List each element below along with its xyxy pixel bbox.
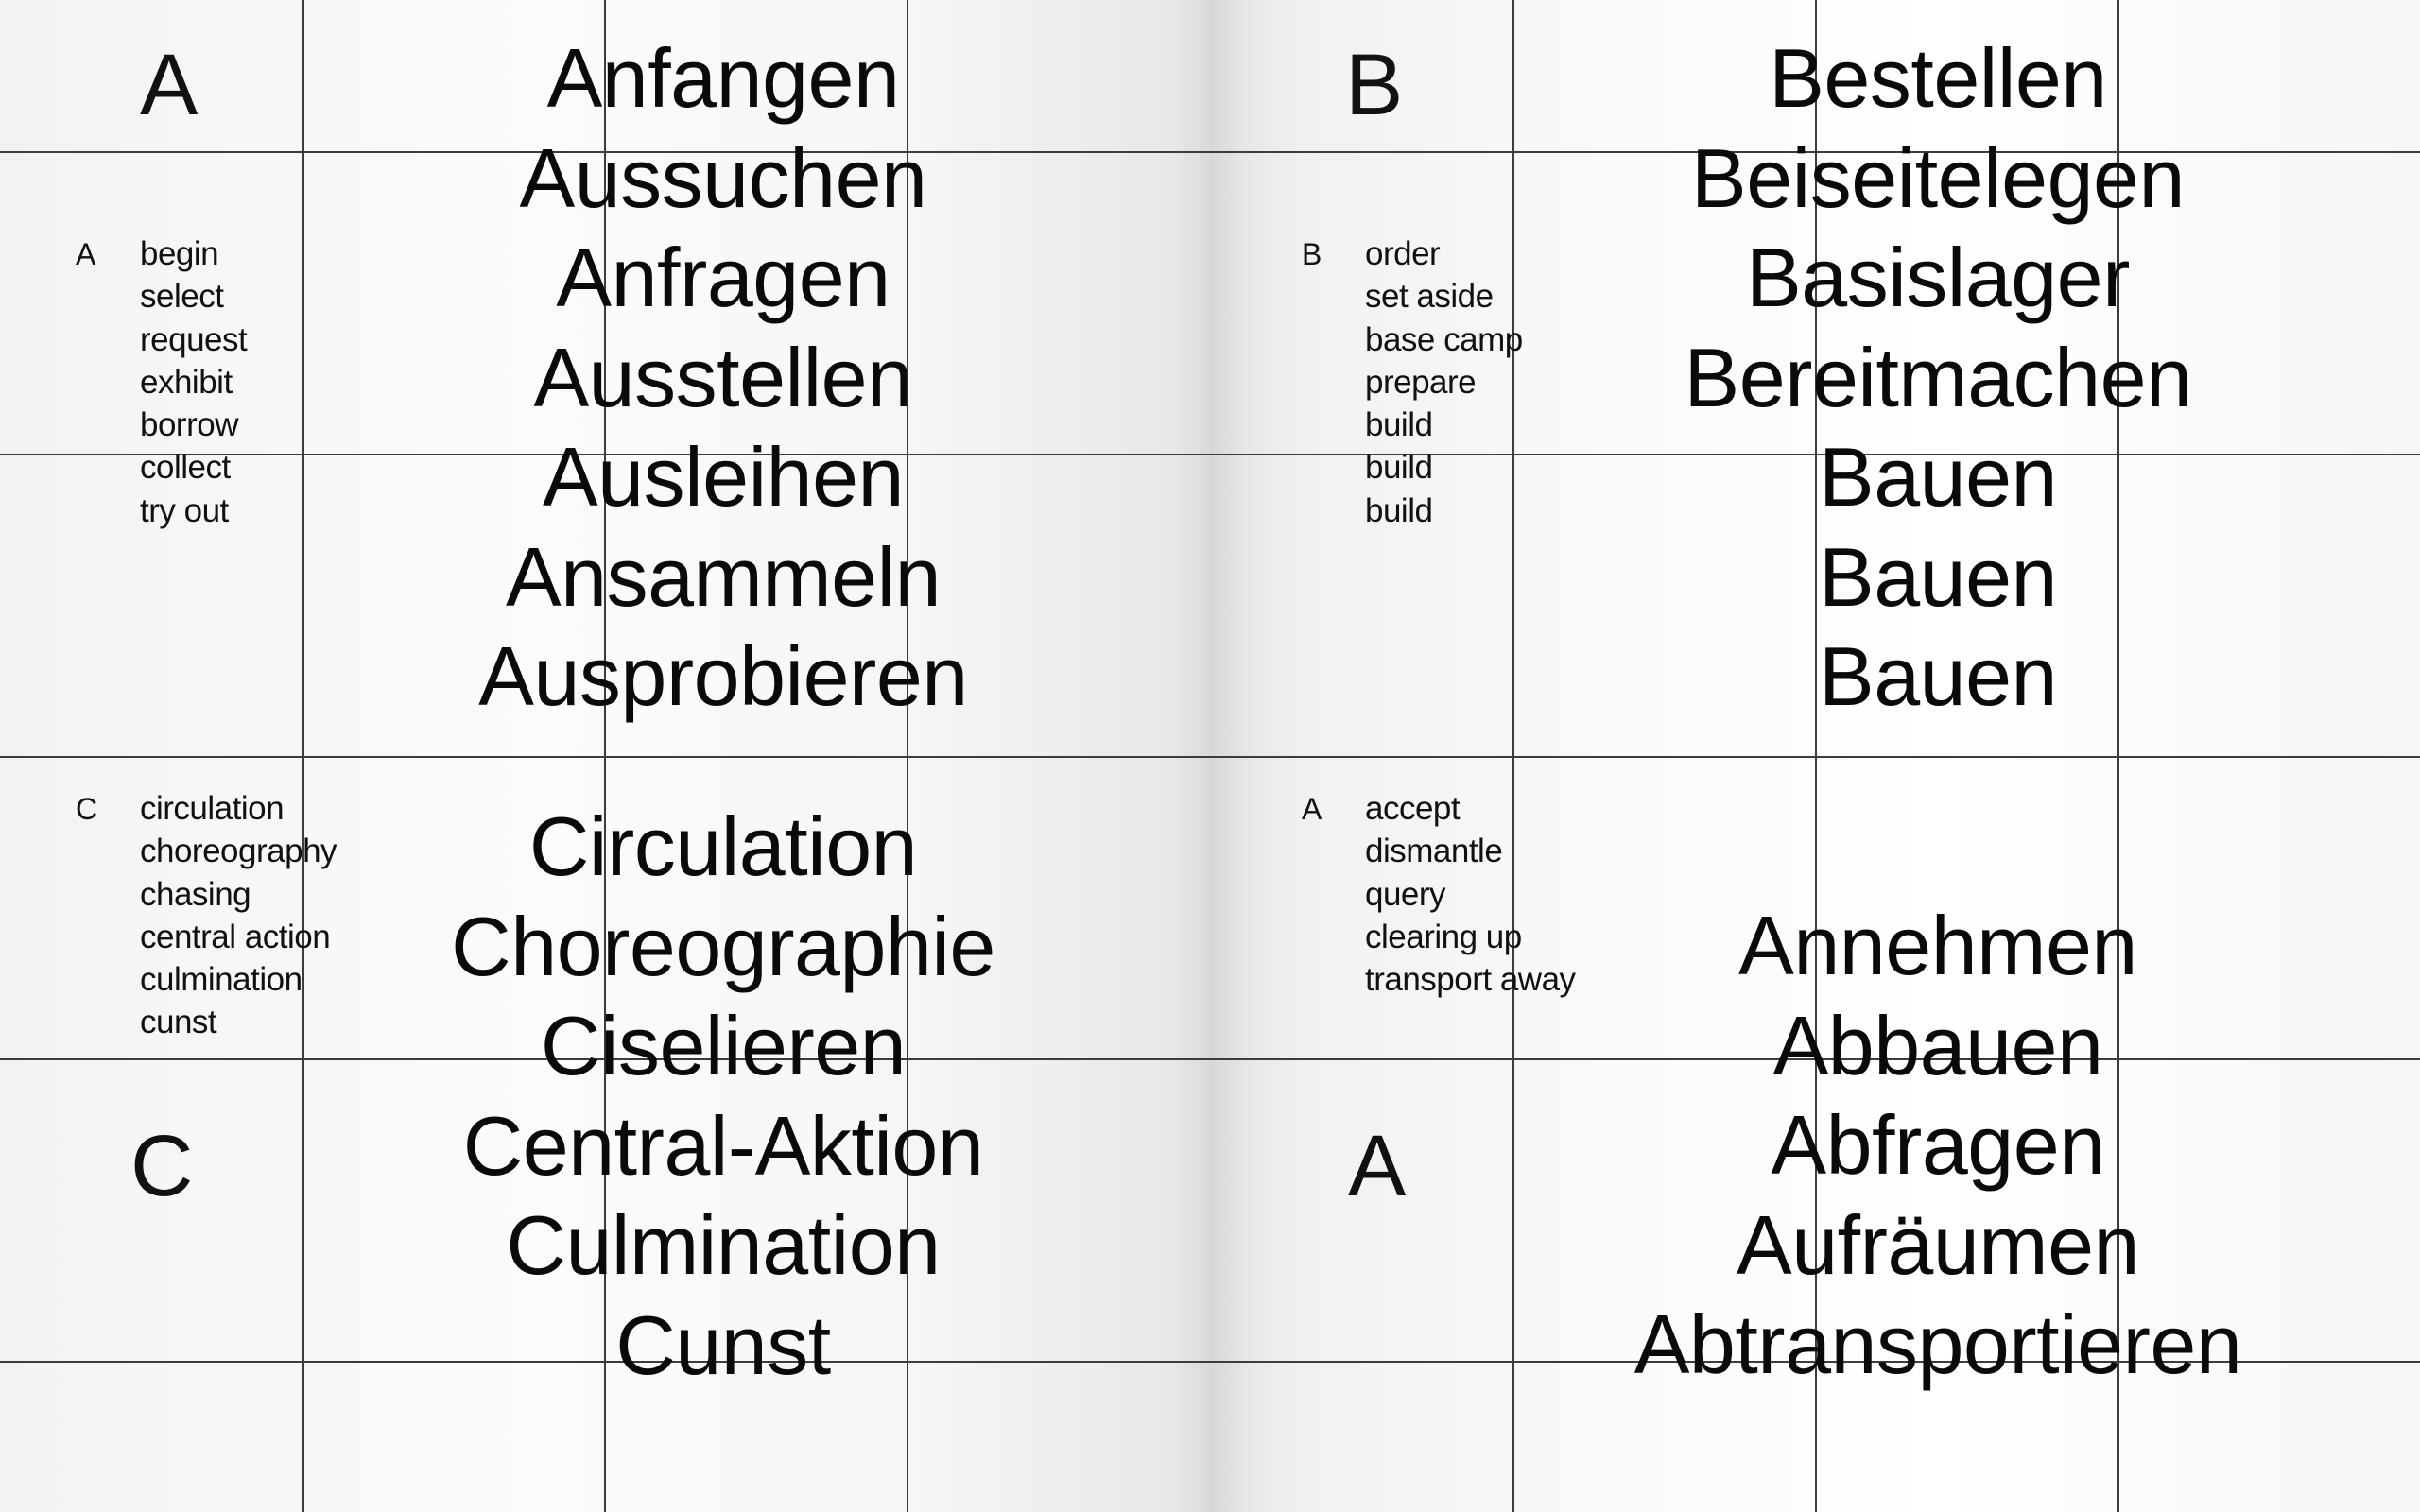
german-word: Ausstellen <box>533 330 913 424</box>
english-word: build <box>1365 491 1433 529</box>
english-word: prepare <box>1365 363 1477 401</box>
german-word: Ciselieren <box>540 999 907 1092</box>
english-word: cunst <box>140 1004 217 1041</box>
german-word: Anfangen <box>546 31 900 125</box>
section-a-english-list <box>140 232 247 532</box>
english-word: set aside <box>1365 278 1494 316</box>
german-word: Annehmen <box>1738 899 2137 992</box>
german-word: Ausprobieren <box>478 629 968 723</box>
english-word: chasing <box>140 875 251 913</box>
section-a2-english-list <box>1365 787 1576 1001</box>
german-word: Bauen <box>1819 629 2057 723</box>
english-word: query <box>1365 875 1446 913</box>
english-word: base camp <box>1365 320 1523 358</box>
section-a-big-letter: A <box>140 37 199 133</box>
english-word: borrow <box>140 406 238 444</box>
section-a2-big-letter: A <box>1348 1118 1407 1214</box>
german-word: Abfragen <box>1771 1098 2105 1192</box>
english-word: central action <box>140 918 331 955</box>
german-word: Bauen <box>1819 430 2057 524</box>
english-word: transport away <box>1365 961 1576 999</box>
german-word: Culmination <box>506 1198 941 1292</box>
section-a2-german-list <box>1550 896 2325 1395</box>
section-a-small-letter: A <box>76 237 96 271</box>
german-word: Choreographie <box>451 899 995 993</box>
german-word: Bestellen <box>1769 31 2107 125</box>
grid-line-horizontal <box>0 756 2420 758</box>
german-word: Bauen <box>1819 529 2057 624</box>
section-a2-small-letter: A <box>1302 792 1322 826</box>
english-word: build <box>1365 406 1433 444</box>
german-word: Abtransportieren <box>1634 1297 2242 1391</box>
german-word: Ausleihen <box>542 430 904 524</box>
section-b-small-letter: B <box>1302 237 1322 271</box>
german-word: Aufräumen <box>1737 1197 2139 1292</box>
english-word: order <box>1365 235 1441 272</box>
section-b-big-letter: B <box>1345 37 1404 133</box>
english-word: begin <box>140 235 219 272</box>
german-word: Basislager <box>1746 231 2130 324</box>
section-b-english-list <box>1365 232 1523 532</box>
english-word: accept <box>1365 790 1461 827</box>
section-c-small-letter: C <box>76 792 98 826</box>
section-c-english-list <box>140 787 337 1044</box>
english-word: circulation <box>140 790 285 827</box>
english-word: dismantle <box>1365 833 1503 870</box>
english-word: clearing up <box>1365 918 1522 955</box>
english-word: request <box>140 320 248 358</box>
german-word: Aussuchen <box>519 130 927 225</box>
english-word: culmination <box>140 961 302 999</box>
german-word: Abbauen <box>1772 998 2103 1092</box>
english-word: collect <box>140 449 231 487</box>
german-word: Bereitmachen <box>1684 330 2192 424</box>
english-word: select <box>140 278 224 316</box>
section-a-german-list <box>359 28 1087 727</box>
section-c-german-list <box>359 797 1087 1395</box>
english-word: choreography <box>140 833 337 870</box>
english-word: try out <box>140 491 229 529</box>
german-word: Beiseitelegen <box>1691 130 2185 225</box>
german-word: Ansammeln <box>505 529 942 624</box>
german-word: Central-Aktion <box>462 1098 984 1193</box>
section-b-german-list <box>1550 28 2325 727</box>
section-c-big-letter: C <box>130 1118 194 1214</box>
english-word: exhibit <box>140 363 233 401</box>
english-word: build <box>1365 449 1433 487</box>
german-word: Anfragen <box>556 231 890 324</box>
german-word: Circulation <box>528 799 918 893</box>
german-word: Cunst <box>615 1297 831 1392</box>
